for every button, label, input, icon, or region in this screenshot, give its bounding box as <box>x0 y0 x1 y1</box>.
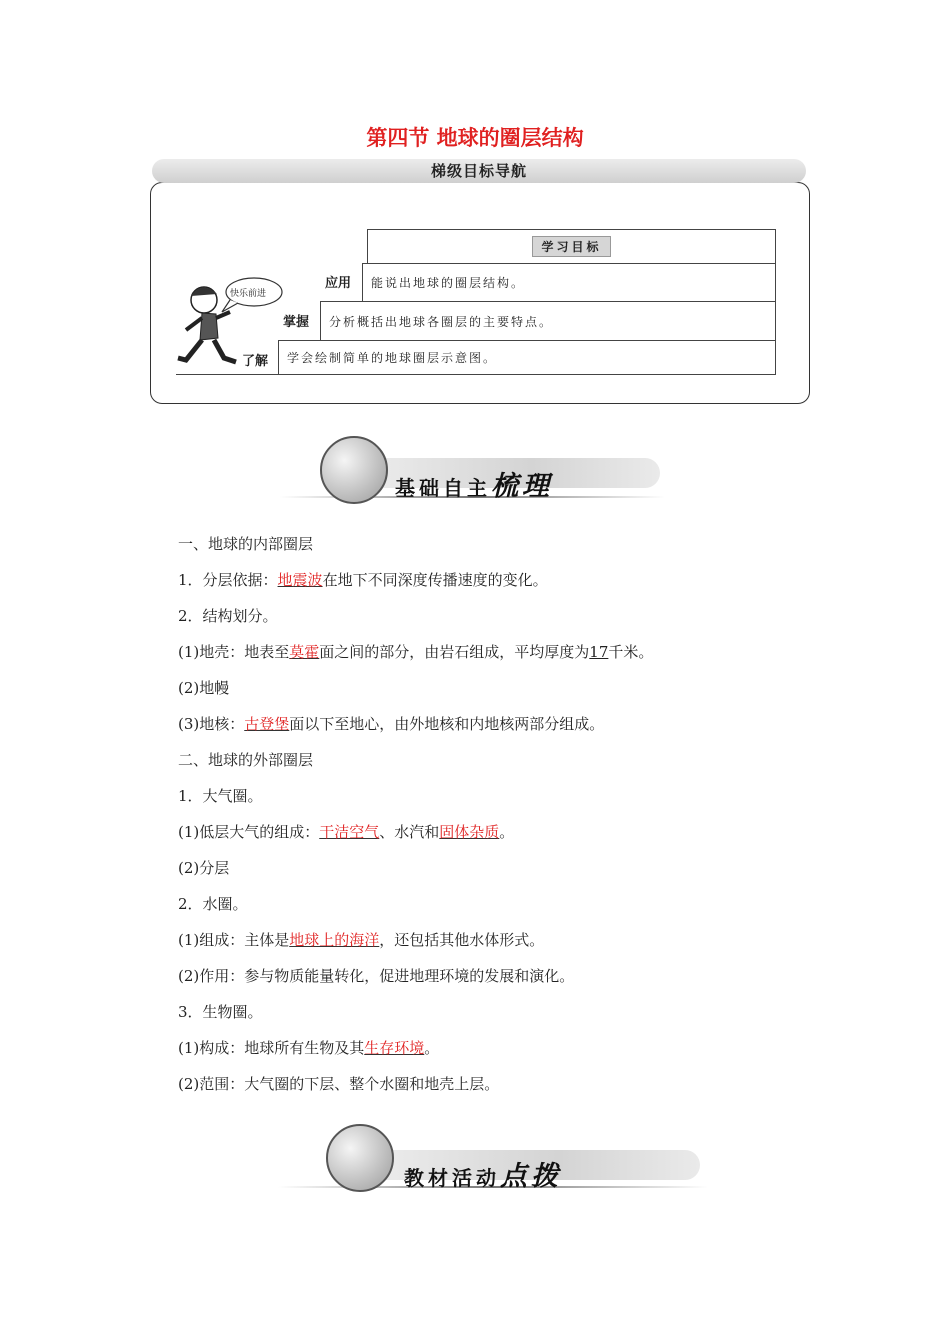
content-text: (2)作用：参与物质能量转化，促进地理环境的发展和演化。 <box>178 967 575 985</box>
level-row-understand <box>278 340 776 375</box>
content-line <box>178 748 858 784</box>
level-text-master: 分析概括出地球各圈层的主要特点。 <box>329 314 554 329</box>
content-text: 面之间的部分，由岩石组成，平均厚度为 <box>319 643 590 661</box>
goal-navigation-header: 梯级目标导航 <box>152 159 806 183</box>
content-line <box>178 1072 858 1108</box>
level-text-understand: 学会绘制简单的地球圈层示意图。 <box>287 351 498 365</box>
level-row-apply <box>362 263 776 302</box>
level-text-apply: 能说出地球的圈层结构。 <box>371 276 526 290</box>
content-text: ，还包括其他水体形式。 <box>379 931 545 949</box>
base-line <box>176 374 278 375</box>
content-line <box>178 856 858 892</box>
content-text: 。 <box>499 823 515 841</box>
goal-header-row <box>367 229 776 264</box>
content-line <box>178 1036 858 1072</box>
cyclist-icon <box>326 1124 394 1192</box>
content-text: 。 <box>424 1039 440 1057</box>
section-banner-basics <box>280 436 665 502</box>
content-line <box>178 604 858 640</box>
banner-activity-text: 教材活动 <box>404 1166 500 1190</box>
section-banner-activity <box>278 1120 708 1192</box>
banner-activity-big: 点拨 <box>500 1161 562 1192</box>
content-line <box>178 784 858 820</box>
content-text: (1)地壳：地表至 <box>178 643 290 661</box>
content-line <box>178 568 858 604</box>
content-text: 在地下不同深度传播速度的变化。 <box>322 571 548 589</box>
content-line <box>178 532 858 568</box>
content-text: 1．分层依据： <box>178 571 278 589</box>
level-label-understand: 了解 <box>242 354 269 369</box>
content-text: 2．结构划分。 <box>178 607 278 625</box>
content-line <box>178 928 858 964</box>
level-label-master: 掌握 <box>283 315 310 330</box>
answer-blank: 古登堡 <box>244 715 290 733</box>
answer-blank: 固体杂质 <box>439 823 500 841</box>
book-icon <box>320 436 388 504</box>
content-line <box>178 892 858 928</box>
content-text: 二、地球的外部圈层 <box>178 751 314 769</box>
content-line <box>178 640 858 676</box>
content-line <box>178 1000 858 1036</box>
content-text: (3)地核： <box>178 715 245 733</box>
answer-blank: 莫霍 <box>289 643 320 661</box>
content-line <box>178 964 858 1000</box>
banner-basics-big: 梳理 <box>491 471 553 502</box>
content-line <box>178 712 858 748</box>
content-line <box>178 676 858 712</box>
answer-blank: 干洁空气 <box>319 823 380 841</box>
content-text: (1)低层大气的组成： <box>178 823 320 841</box>
content-text: 3．生物圈。 <box>178 1003 263 1021</box>
level-row-master <box>320 301 776 341</box>
content-text: 1．大气圈。 <box>178 787 263 805</box>
answer-blank: 17 <box>589 643 609 661</box>
goal-tag: 学习目标 <box>532 236 610 257</box>
content-text: 一、地球的内部圈层 <box>178 535 314 553</box>
content-text: (2)地幔 <box>178 679 230 697</box>
content-text: 2．水圈。 <box>178 895 248 913</box>
speech-bubble-text: 快乐前进 <box>230 289 267 299</box>
answer-blank: 地震波 <box>277 571 323 589</box>
content-text: (2)范围：大气圈的下层、整个水圈和地壳上层。 <box>178 1075 500 1093</box>
answer-blank: 地球上的海洋 <box>289 931 380 949</box>
content-text: (1)组成：主体是 <box>178 931 290 949</box>
content-text: (2)分层 <box>178 859 230 877</box>
content-text: (1)构成：地球所有生物及其 <box>178 1039 365 1057</box>
level-label-apply: 应用 <box>325 276 352 291</box>
page-title: 第四节 地球的圈层结构 <box>366 126 584 150</box>
content-text: 千米。 <box>608 643 654 661</box>
answer-blank: 生存环境 <box>364 1039 425 1057</box>
content-text: 、水汽和 <box>379 823 440 841</box>
content-body <box>178 532 858 1108</box>
content-line <box>178 820 858 856</box>
banner-basics-text: 基础自主 <box>395 476 491 500</box>
content-text: 面以下至地心，由外地核和内地核两部分组成。 <box>289 715 605 733</box>
